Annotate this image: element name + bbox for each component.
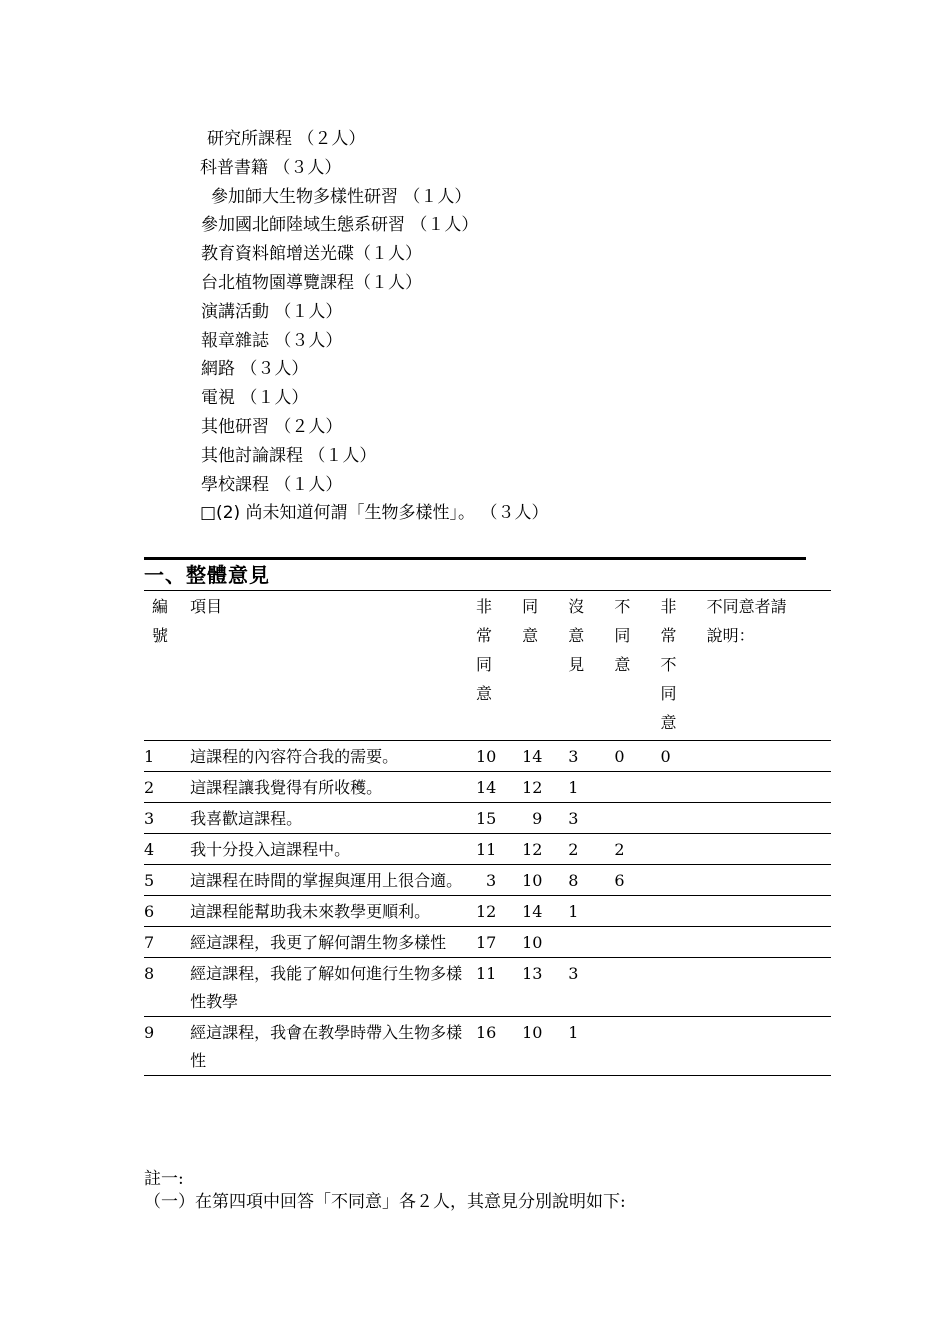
row-agree: 10: [522, 871, 543, 890]
row-note: [707, 803, 831, 834]
header-item: 項目: [190, 597, 223, 616]
row-strongly-agree: 12: [475, 902, 497, 921]
row-strongly-agree: 11: [475, 840, 497, 859]
row-strongly-agree: 16: [475, 1023, 497, 1042]
row-agree: 12: [522, 778, 543, 797]
info-source-item: □(2) 尚未知道何謂「生物多樣性」。 （３人）: [200, 503, 549, 524]
header-disagree: 不 同 意: [614, 597, 631, 674]
row-item: 這課程在時間的掌握與運用上很合適。: [190, 871, 463, 890]
row-item: 這課程能幫助我未來教學更順利。: [190, 902, 431, 921]
info-source-item: 學校課程 （１人）: [201, 474, 343, 495]
table-row: [144, 958, 831, 1017]
row-note: [707, 896, 831, 927]
row-agree: 10: [522, 1023, 543, 1042]
row-strongly-agree: 3: [485, 871, 497, 890]
row-neutral: 1: [568, 902, 579, 921]
table-row: [144, 896, 831, 927]
table-row: [144, 834, 831, 865]
table-row: [144, 1017, 831, 1076]
row-item: 這課程的內容符合我的需要。: [190, 747, 399, 766]
row-disagree: 6: [614, 871, 625, 890]
row-item: 經這課程，我會在教學時帶入生物多樣性: [190, 1023, 463, 1070]
row-item: 經這課程，我能了解如何進行生物多樣性教學: [190, 964, 463, 1011]
row-agree: 14: [522, 902, 543, 921]
info-source-item: 參加師大生物多樣性研習 （１人）: [211, 186, 472, 207]
row-strongly-disagree: [660, 1017, 706, 1076]
row-agree: 14: [522, 747, 543, 766]
table-row: [144, 803, 831, 834]
row-disagree: [614, 803, 660, 834]
row-number: 7: [144, 933, 155, 952]
table-header-row: [144, 591, 831, 741]
survey-results-table: [144, 590, 831, 1076]
info-source-item: 參加國北師陸域生態系研習 （１人）: [201, 215, 479, 236]
row-neutral: 1: [568, 1023, 579, 1042]
info-source-item: 電視 （１人）: [201, 388, 309, 409]
row-agree: 12: [522, 840, 543, 859]
row-disagree: 2: [614, 840, 625, 859]
header-no: 編 號: [152, 597, 169, 645]
row-number: 5: [144, 871, 155, 890]
row-disagree: [614, 1017, 660, 1076]
row-note: [707, 958, 831, 1017]
section-divider: [144, 557, 806, 560]
table-row: [144, 865, 831, 896]
note-label: 註一:: [144, 1169, 184, 1189]
header-agree: 同 意: [522, 597, 539, 645]
info-source-item: 演講活動 （１人）: [201, 301, 343, 322]
row-strongly-disagree: [660, 803, 706, 834]
header-strongly-disagree: 非 常 不 同 意: [660, 597, 677, 732]
row-disagree: [614, 958, 660, 1017]
header-note: 不同意者請 說明：: [706, 597, 787, 645]
table-row: [144, 741, 831, 772]
row-strongly-disagree: [660, 927, 706, 958]
row-item: 經這課程，我更了解何謂生物多樣性: [190, 933, 447, 952]
row-number: 9: [144, 1023, 155, 1042]
info-source-item: 台北植物園導覽課程（１人）: [201, 272, 422, 293]
row-number: 8: [144, 964, 155, 983]
row-agree: 10: [522, 933, 543, 952]
row-strongly-disagree: 0: [660, 747, 671, 766]
row-item: 我十分投入這課程中。: [190, 840, 351, 859]
info-source-item: 網路 （３人）: [201, 359, 309, 380]
row-disagree: [614, 896, 660, 927]
row-neutral: 3: [568, 747, 579, 766]
row-item: 這課程讓我覺得有所收穫。: [190, 778, 383, 797]
row-agree: 13: [522, 964, 543, 983]
row-neutral: 8: [568, 871, 579, 890]
row-note: [707, 772, 831, 803]
row-strongly-agree: 11: [475, 964, 497, 983]
section-title: 一、整體意見: [144, 563, 270, 587]
row-note: [707, 834, 831, 865]
row-strongly-disagree: [660, 772, 706, 803]
row-neutral: 3: [568, 964, 579, 983]
header-strongly-agree: 非 常 同 意: [475, 597, 492, 703]
row-agree: 9: [532, 809, 543, 828]
row-strongly-agree: 17: [475, 933, 497, 952]
row-item: 我喜歡這課程。: [190, 809, 303, 828]
row-disagree: 0: [614, 747, 625, 766]
row-neutral: 2: [568, 840, 579, 859]
note-text: （一）在第四項中回答「不同意」各２人，其意見分別說明如下:: [144, 1192, 626, 1212]
row-note: [707, 1017, 831, 1076]
row-number: 2: [144, 778, 155, 797]
header-neutral: 沒 意 見: [568, 597, 585, 674]
row-strongly-disagree: [660, 834, 706, 865]
row-strongly-disagree: [660, 865, 706, 896]
row-neutral: 1: [568, 778, 579, 797]
row-number: 3: [144, 809, 155, 828]
info-source-item: 教育資料館增送光碟（１人）: [201, 244, 422, 265]
row-number: 6: [144, 902, 155, 921]
row-number: 1: [144, 747, 155, 766]
row-note: [707, 865, 831, 896]
row-strongly-disagree: [660, 958, 706, 1017]
row-strongly-agree: 15: [475, 809, 497, 828]
row-neutral: [568, 927, 614, 958]
row-number: 4: [144, 840, 155, 859]
info-source-item: 其他討論課程 （１人）: [201, 445, 377, 466]
row-disagree: [614, 772, 660, 803]
info-source-list: [200, 125, 548, 528]
row-note: [707, 741, 831, 772]
info-source-item: 科普書籍 （３人）: [200, 157, 342, 178]
row-strongly-agree: 10: [475, 747, 497, 766]
row-note: [707, 927, 831, 958]
info-source-item: 其他研習 （２人）: [201, 416, 343, 437]
row-strongly-disagree: [660, 896, 706, 927]
info-source-item: 報章雜誌 （３人）: [201, 330, 343, 351]
row-neutral: 3: [568, 809, 579, 828]
info-source-item: 研究所課程 （２人）: [207, 129, 366, 149]
table-row: [144, 772, 831, 803]
row-disagree: [614, 927, 660, 958]
table-row: [144, 927, 831, 958]
row-strongly-agree: 14: [475, 778, 497, 797]
